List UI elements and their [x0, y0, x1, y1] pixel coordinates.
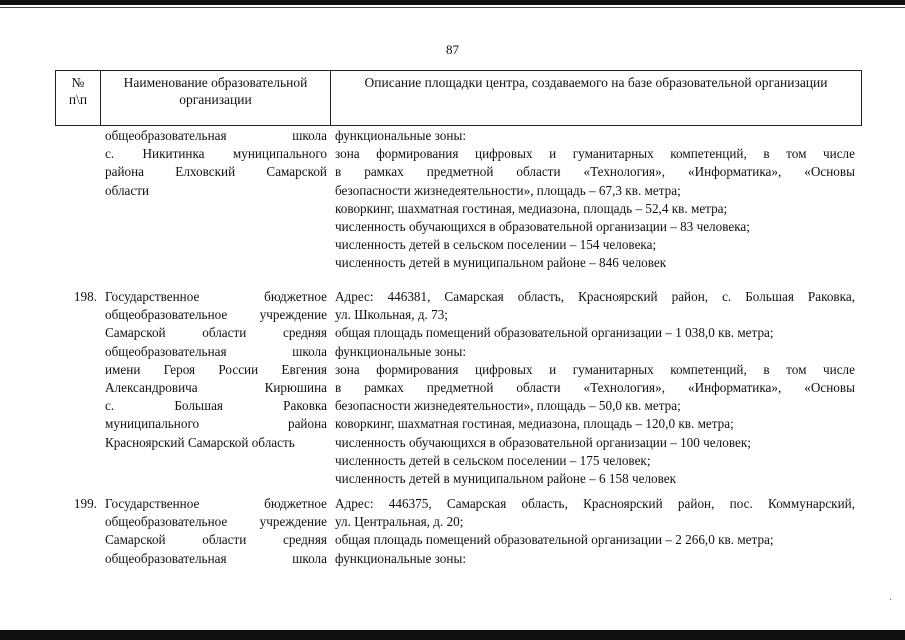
- header-number-line: п\п: [68, 92, 88, 107]
- desc-line: зона формирования цифровых и гуманитарных компетенций, в том числе: [335, 146, 855, 162]
- name-line: Государственное бюджетное: [105, 496, 327, 511]
- desc-line: численность детей в сельском поселении – 175 человек;: [335, 452, 651, 468]
- desc-line: функциональные зоны:: [335, 128, 466, 143]
- desc-line: численность детей в муниципальном районе – 846 человек: [335, 255, 667, 271]
- name-line: Александровича Кирюшина: [105, 379, 327, 395]
- desc-line: Адрес: 446381, Самарская область, Красноярский район, с. Большая Раковка,: [335, 289, 855, 304]
- header-name-line: Наименование образовательной: [123, 75, 308, 90]
- desc-line: численность обучающихся в образовательной организации – 83 человека;: [335, 218, 750, 234]
- row-0-description: [335, 127, 855, 273]
- desc-line: численность обучающихся в образовательной организации – 100 человек;: [335, 434, 751, 450]
- row-1-name: [105, 288, 327, 452]
- name-line: с. Большая Раковка: [105, 398, 327, 414]
- table-header: [55, 70, 862, 126]
- desc-line: в рамках предметной области «Технология», «Информатика», «Основы: [335, 379, 855, 395]
- scan-top-border-thin: [0, 7, 905, 8]
- row-0-name: [105, 127, 327, 200]
- desc-line: численность детей в сельском поселении – 154 человека;: [335, 237, 657, 253]
- name-line: общеобразовательное учреждение: [105, 514, 327, 530]
- name-line: имени Героя России Евгения: [105, 361, 327, 377]
- row-2-name: [105, 495, 327, 568]
- name-line: общеобразовательная школа: [105, 128, 327, 143]
- row-1-description: [335, 288, 855, 488]
- header-name-line: организации: [179, 92, 252, 107]
- desc-line: коворкинг, шахматная гостиная, медиазона, площадь – 52,4 кв. метра;: [335, 200, 728, 216]
- desc-line: общая площадь помещений образовательной организации – 2 266,0 кв. метра;: [335, 532, 774, 548]
- name-line: муниципального района: [105, 416, 327, 432]
- row-2-number: 199.: [73, 496, 97, 511]
- name-line: Самарской области средняя: [105, 325, 327, 341]
- desc-line: коворкинг, шахматная гостиная, медиазона, площадь – 120,0 кв. метра;: [335, 416, 734, 432]
- name-line: района Елховский Самарской: [105, 164, 327, 180]
- desc-line: безопасности жизнедеятельности», площадь – 67,3 кв. метра;: [335, 182, 681, 198]
- header-name-column: [101, 71, 331, 125]
- desc-line: функциональные зоны:: [335, 550, 466, 566]
- name-line: общеобразовательная школа: [105, 550, 327, 566]
- scan-speck: ·: [889, 595, 893, 606]
- desc-line: численность детей в муниципальном районе – 6 158 человек: [335, 470, 677, 486]
- scan-top-border: [0, 0, 905, 5]
- page-number: 87: [446, 42, 459, 57]
- name-line: общеобразовательное учреждение: [105, 307, 327, 323]
- name-line: Самарской области средняя: [105, 532, 327, 548]
- header-description-line: Описание площадки центра, создаваемого на базе образовательной организации: [364, 75, 828, 90]
- desc-line: Адрес: 446375, Самарская область, Красноярский район, пос. Коммунарский,: [335, 496, 855, 511]
- desc-line: в рамках предметной области «Технология», «Информатика», «Основы: [335, 164, 855, 180]
- desc-line: зона формирования цифровых и гуманитарных компетенций, в том числе: [335, 361, 855, 377]
- desc-line: ул. Школьная, д. 73;: [335, 307, 448, 323]
- header-description-column: [331, 71, 861, 125]
- desc-line: ул. Центральная, д. 20;: [335, 514, 464, 530]
- name-line: Государственное бюджетное: [105, 289, 327, 304]
- row-1-number: 198.: [73, 289, 97, 304]
- name-line: области: [105, 182, 150, 198]
- scan-bottom-border: [0, 630, 905, 640]
- header-number-line: №: [71, 75, 85, 90]
- row-2-description: [335, 495, 855, 568]
- desc-line: функциональные зоны:: [335, 343, 466, 359]
- desc-line: безопасности жизнедеятельности», площадь – 50,0 кв. метра;: [335, 398, 681, 414]
- header-number-column: [56, 71, 101, 125]
- name-line: с. Никитинка муниципального: [105, 146, 327, 162]
- desc-line: общая площадь помещений образовательной организации – 1 038,0 кв. метра;: [335, 325, 774, 341]
- name-line: общеобразовательная школа: [105, 343, 327, 359]
- name-line: Красноярский Самарской область: [105, 434, 295, 450]
